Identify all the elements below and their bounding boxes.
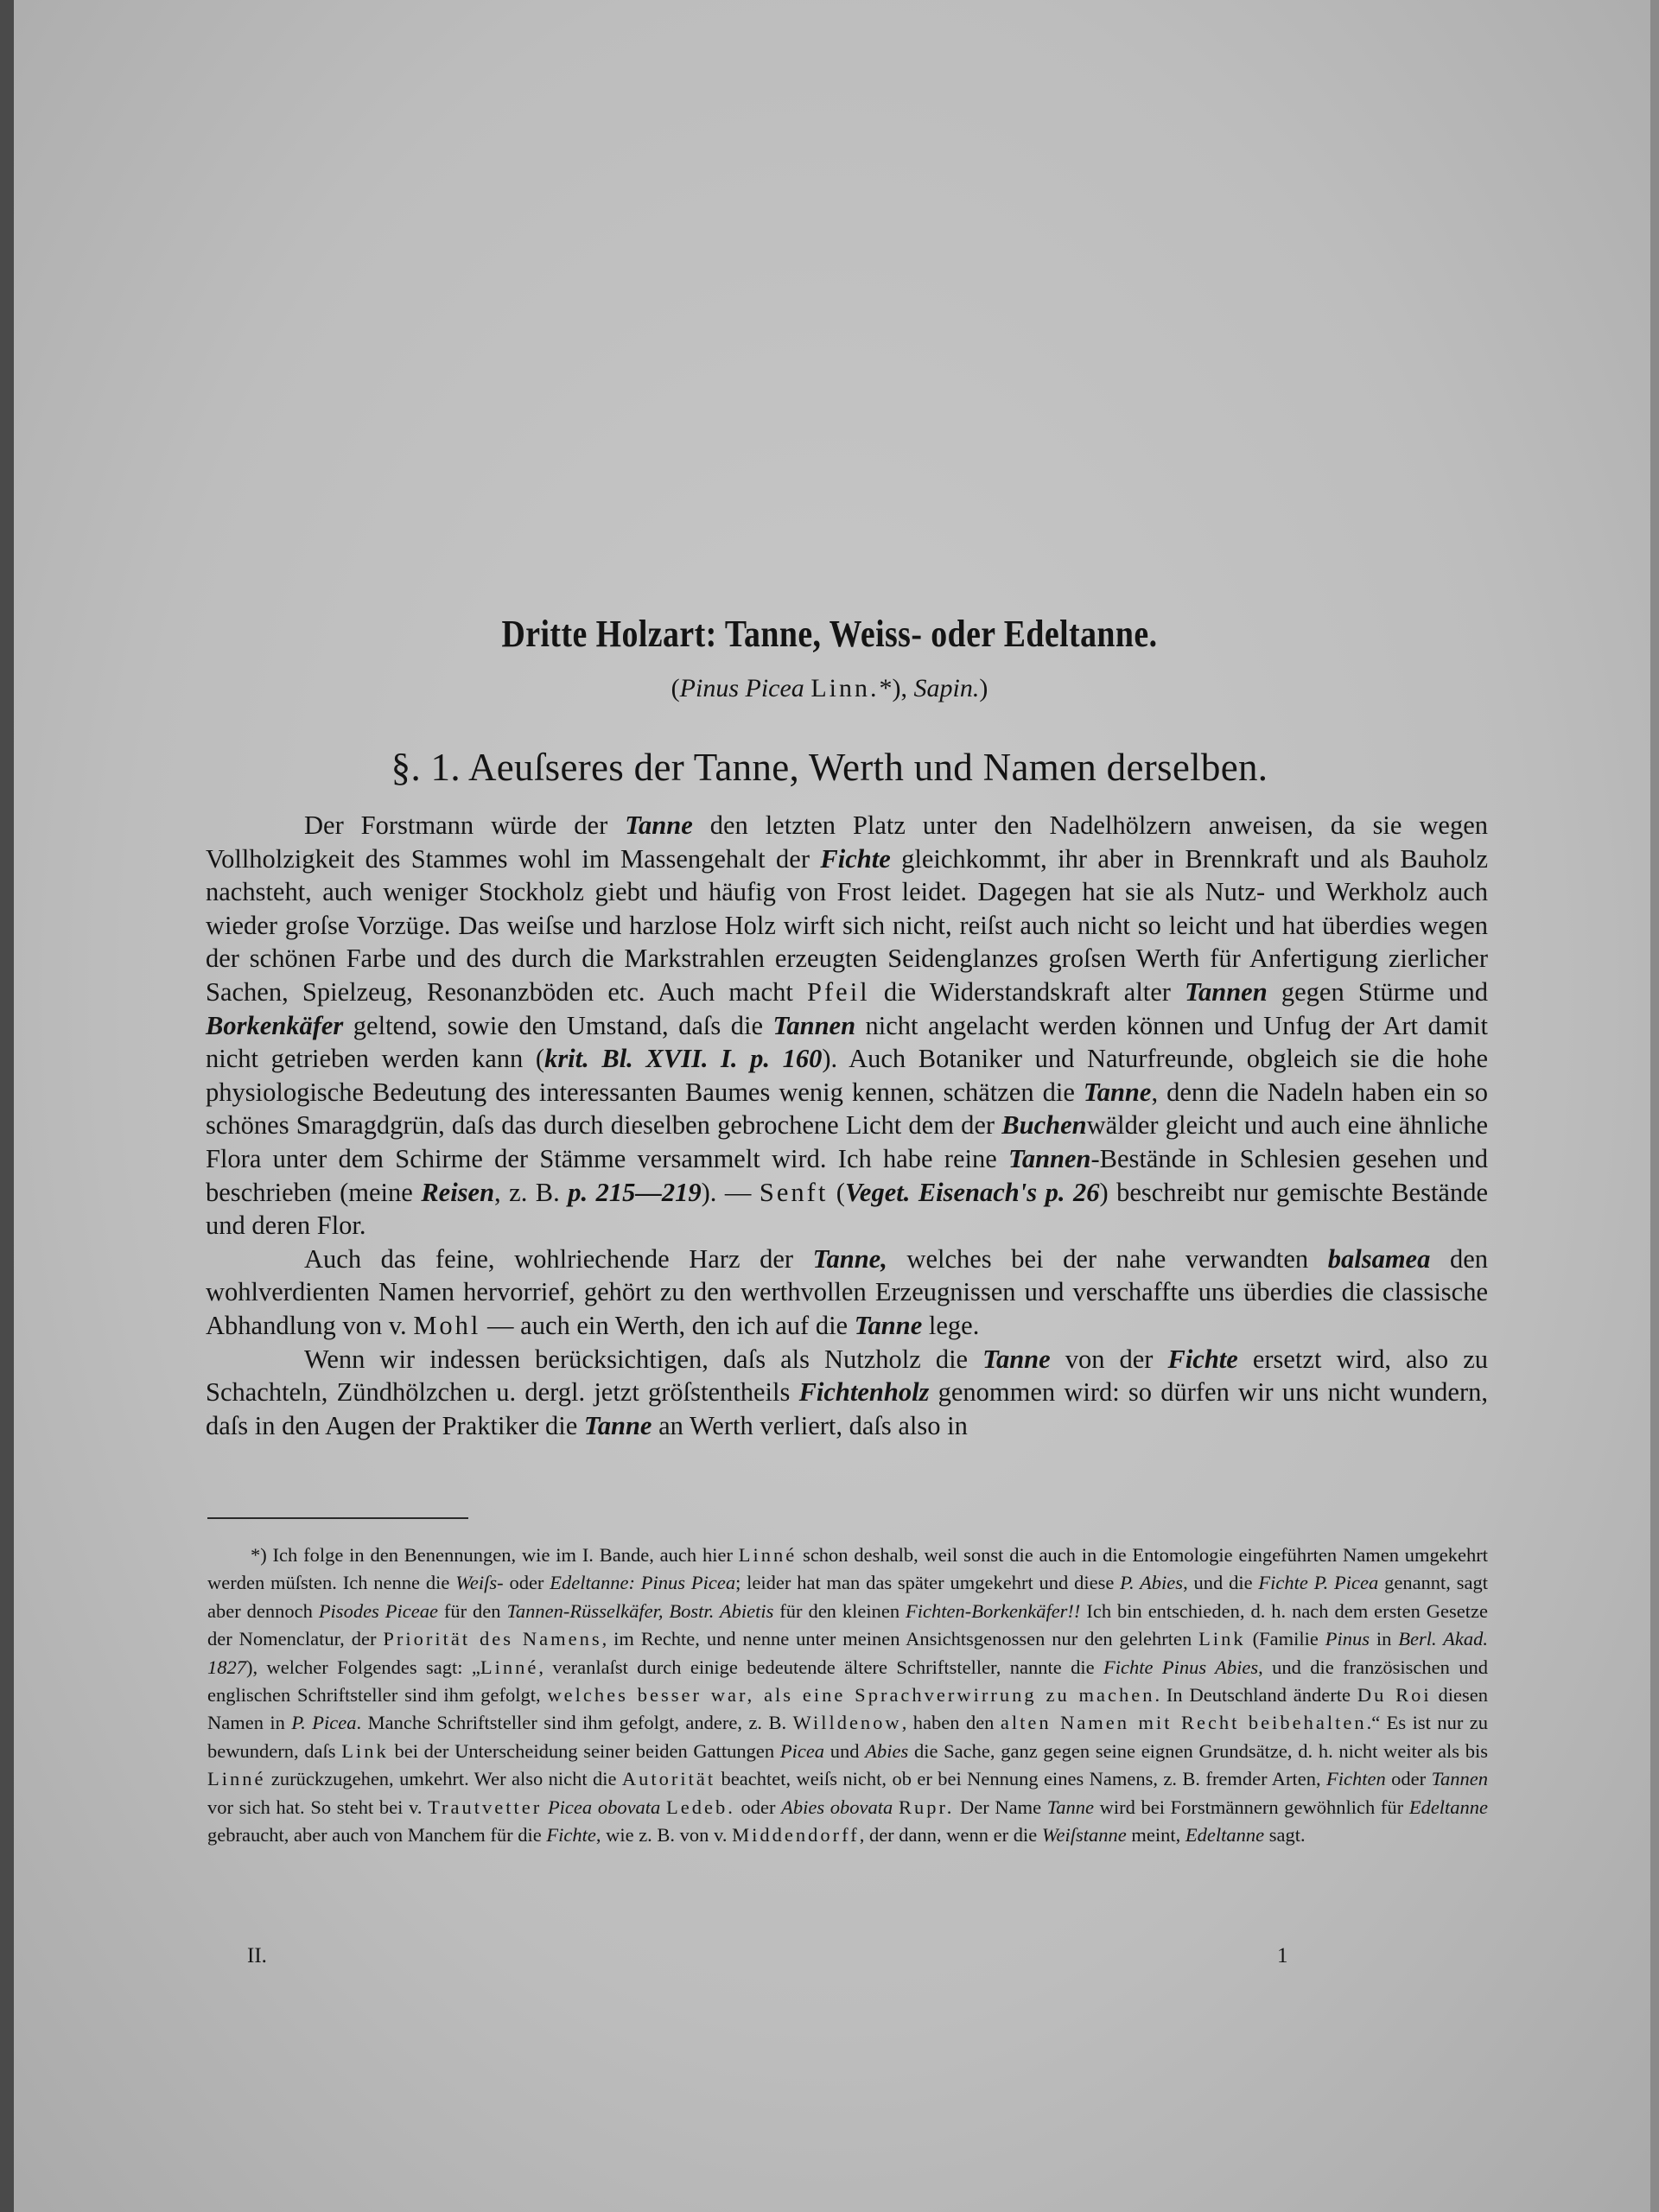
footnote-separator <box>207 1517 468 1519</box>
footnote <box>207 1541 1488 1849</box>
paragraph-2: Auch das feine, wohlriechende Harz der Tanne, welches bei der nahe verwandten balsamea den wohlverdienten Namen hervorrief, gehört zu den werthvollen Erzeugnissen und verschaffte uns überdies die classische Abhandlung von v. Mohl — auch ein Werth, den ich auf die Tanne lege. <box>206 1243 1488 1340</box>
chapter-subtitle: (Pinus Picea Linn.*), Sapin.) <box>671 674 988 702</box>
section-heading: §. 1. Aeuſseres der Tanne, Werth und Namen derselben. <box>391 746 1268 789</box>
signature-mark: 1 <box>1277 1944 1288 1967</box>
body-text <box>206 809 1488 1442</box>
page-edge-right <box>1650 0 1659 2212</box>
volume-number: II. <box>247 1944 267 1967</box>
page-edge-shadow <box>0 0 14 2212</box>
paragraph-1: Der Forstmann würde der Tanne den letzten Platz unter den Nadelhölzern anweisen, da sie wegen Vollholzigkeit des Stammes wohl im Massengehalt der Fichte gleichkommt, ihr aber in Brennkraft und als Bauholz nachsteht, auch weniger Stockholz giebt und häufig von Frost leidet. Dagegen hat sie als Nutz- und Werkholz auch wieder groſse Vorzüge. Das weiſse und harzlose Holz wirft sich nicht, reiſst auch nicht so leicht und hat überdies wegen der schönen Farbe und des durch die Markstrahlen erzeugten Seidenglanzes groſsen Werth für Anfertigung zierlicher Sachen, Spielzeug, Resonanzböden etc. Auch macht Pfeil die Widerstandskraft alter Tannen gegen Stürme und Borkenkäfer geltend, sowie den Umstand, daſs die Tannen nicht angelacht werden können und Unfug der Art damit nicht getrieben werden kann (krit. Bl. XVII. I. p. 160). Auch Botaniker und Naturfreunde, obgleich sie die hohe physiologische Bedeutung des interessanten Baumes wenig kennen, schätzen die Tanne, denn die Nadeln haben ein so schönes Smaragdgrün, daſs das durch dieselben gebrochene Licht dem der Buchenwälder gleicht und auch eine ähnliche Flora unter dem Schirme der Stämme versammelt wird. Ich habe reine Tannen-Bestände in Schlesien gesehen und beschrieben (meine Reisen, z. B. p. 215—219). — Senft (Veget. Eisenach's p. 26) beschreibt nur gemischte Bestände und deren Flor. <box>206 810 1489 1241</box>
footnote-text: *) Ich folge in den Benennungen, wie im I. Bande, auch hier Linné schon deshalb, weil sonst die auch in die Entomologie eingeführten Namen umgekehrt werden müſsten. Ich nenne die Weiſs- oder Edeltanne: Pinus Picea; leider hat man das später umgekehrt und diese P. Abies, und die Fichte P. Picea genannt, sagt aber dennoch Pisodes Piceae für den Tannen-Rüsselkäfer, Bostr. Abietis für den kleinen Fichten-Borkenkäfer!! Ich bin entschieden, d. h. nach dem ersten Gesetze der Nomenclatur, der Priorität des Namens, im Rechte, und nenne unter meinen Ansichtsgenossen nur den gelehrten Link (Familie Pinus in Berl. Akad. 1827), welcher Folgendes sagt: „Linné, veranlaſst durch einige bedeutende ältere Schriftsteller, nannte die Fichte Pinus Abies, und die französischen und englischen Schriftsteller sind ihm gefolgt, welches besser war, als eine Sprachverwirrung zu machen. In Deutschland änderte Du Roi diesen Namen in P. Picea. Manche Schriftsteller sind ihm gefolgt, andere, z. B. Willdenow, haben den alten Namen mit Recht beibehalten.“ Es ist nur zu bewundern, daſs Link bei der Unterscheidung seiner beiden Gattungen Picea und Abies die Sache, ganz gegen seine eignen Grundsätze, d. h. nicht weiter als bis Linné zurückzugehen, umkehrt. Wer also nicht die Autorität beachtet, weiſs nicht, ob er bei Nennung eines Namens, z. B. fremder Arten, Fichten oder Tannen vor sich hat. So steht bei v. Trautvetter Picea obovata Ledeb. oder Abies obovata Rupr. Der Name Tanne wird bei Forstmännern gewöhnlich für Edeltanne gebraucht, aber auch von Manchem für die Fichte, wie z. B. von v. Middendorff, der dann, wenn er die Weiſstanne meint, Edeltanne sagt. <box>207 1544 1489 1847</box>
chapter-title: Dritte Holzart: Tanne, Weiss- oder Edeltanne. <box>501 613 1158 655</box>
paragraph-3: Wenn wir indessen berücksichtigen, daſs als Nutzholz die Tanne von der Fichte ersetzt wird, also zu Schachteln, Zündhölzchen u. dergl. jetzt gröſstentheils Fichtenholz genommen wird: so dürfen wir uns nicht wundern, daſs in den Augen der Praktiker die Tanne an Werth verliert, daſs also in <box>206 1344 1488 1440</box>
